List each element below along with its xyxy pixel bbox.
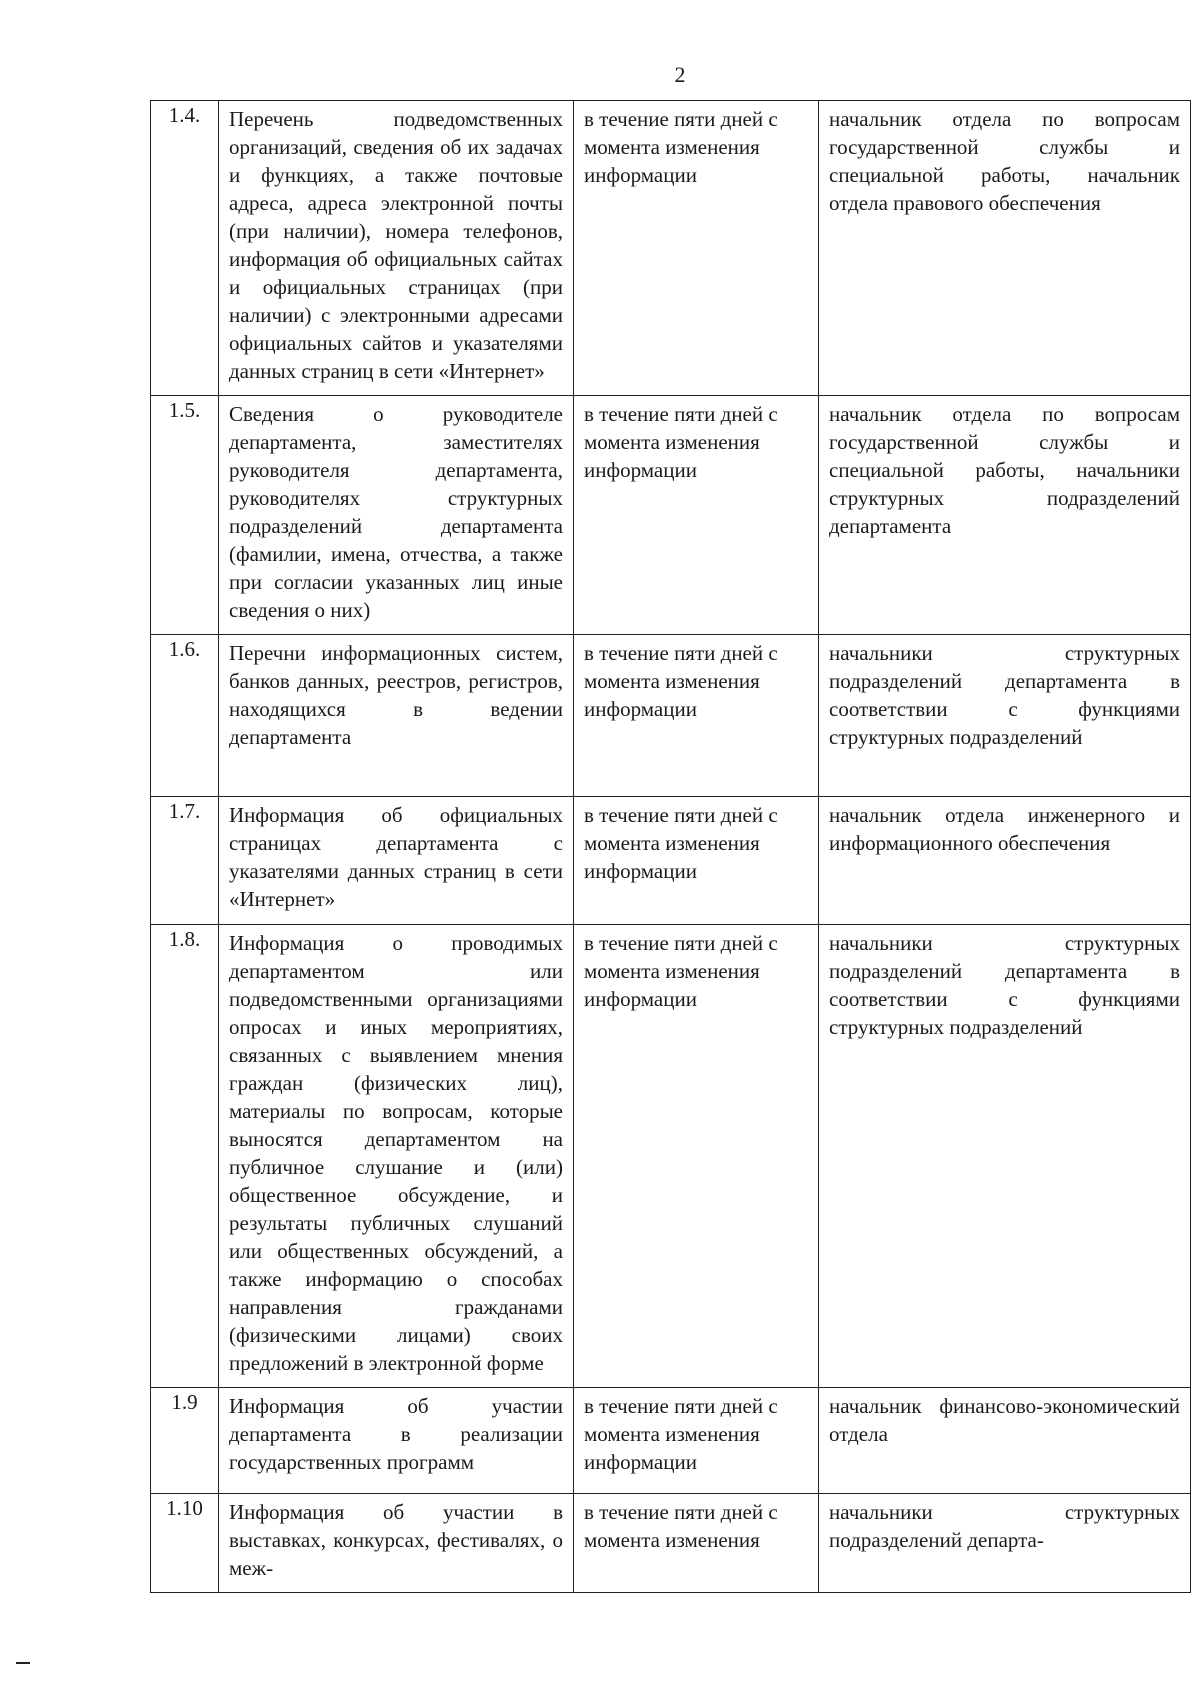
information-cell: Перечни информационных систем, банков данных, реестров, регистров, находящихся в ведении департамента xyxy=(219,635,574,797)
responsible-cell: начальник финансово-экономический отдела xyxy=(819,1388,1191,1494)
information-cell: Информация об участии в выставках, конкурсах, фестивалях, о меж- xyxy=(219,1494,574,1593)
table-row xyxy=(151,1494,1191,1593)
table-row xyxy=(151,101,1191,396)
table-row xyxy=(151,797,1191,925)
responsible-cell: начальники структурных подразделений департа- xyxy=(819,1494,1191,1593)
term-cell: в течение пяти дней с момента изменения информации xyxy=(574,396,819,635)
margin-mark xyxy=(16,1662,30,1664)
table-row xyxy=(151,635,1191,797)
row-number: 1.9 xyxy=(151,1388,219,1494)
page-number: 2 xyxy=(674,62,686,87)
row-number: 1.6. xyxy=(151,635,219,797)
term-cell: в течение пяти дней с момента изменения информации xyxy=(574,797,819,925)
row-number: 1.4. xyxy=(151,101,219,396)
responsible-cell: начальники структурных подразделений департамента в соответствии с функциями структурных подразделений xyxy=(819,635,1191,797)
term-cell: в течение пяти дней с момента изменения информации xyxy=(574,925,819,1388)
row-number: 1.10 xyxy=(151,1494,219,1593)
information-cell: Сведения о руководителе департамента, заместителях руководителя департамента, руководителях структурных подразделений департамента (фамилии, имена, отчества, а также при согласии указанных лиц иные сведения о них) xyxy=(219,396,574,635)
term-cell: в течение пяти дней с момента изменения информации xyxy=(574,101,819,396)
term-cell: в течение пяти дней с момента изменения xyxy=(574,1494,819,1593)
responsible-cell: начальник отдела по вопросам государственной службы и специальной работы, начальник отдела правового обеспечения xyxy=(819,101,1191,396)
table-row xyxy=(151,396,1191,635)
information-cell: Перечень подведомственных организаций, сведения об их задачах и функциях, а также почтовые адреса, адреса электронной почты (при наличии), номера телефонов, информация об официальных сайтах и официальных страницах (при наличии) с электронными адресами официальных сайтов и указателями данных страниц в сети «Интернет» xyxy=(219,101,574,396)
table-row xyxy=(151,1388,1191,1494)
responsible-cell: начальник отдела инженерного и информационного обеспечения xyxy=(819,797,1191,925)
row-number: 1.5. xyxy=(151,396,219,635)
row-number: 1.7. xyxy=(151,797,219,925)
table-row xyxy=(151,925,1191,1388)
information-cell: Информация о проводимых департаментом или подведомственными организациями опросах и иных мероприятиях, связанных с выявлением мнения граждан (физических лиц), материалы по вопросам, которые выносятся департаментом на публичное слушание и (или) общественное обсуждение, и результаты публичных слушаний или общественных обсуждений, а также информацию о способах направления гражданами (физическими лицами) своих предложений в электронной форме xyxy=(219,925,574,1388)
row-number: 1.8. xyxy=(151,925,219,1388)
information-cell: Информация об официальных страницах департамента с указателями данных страниц в сети «Интернет» xyxy=(219,797,574,925)
responsible-cell: начальник отдела по вопросам государственной службы и специальной работы, начальники структурных подразделений департамента xyxy=(819,396,1191,635)
document-table xyxy=(150,100,1191,1593)
responsible-cell: начальники структурных подразделений департамента в соответствии с функциями структурных подразделений xyxy=(819,925,1191,1388)
term-cell: в течение пяти дней с момента изменения информации xyxy=(574,1388,819,1494)
information-cell: Информация об участии департамента в реализации государственных программ xyxy=(219,1388,574,1494)
term-cell: в течение пяти дней с момента изменения информации xyxy=(574,635,819,797)
